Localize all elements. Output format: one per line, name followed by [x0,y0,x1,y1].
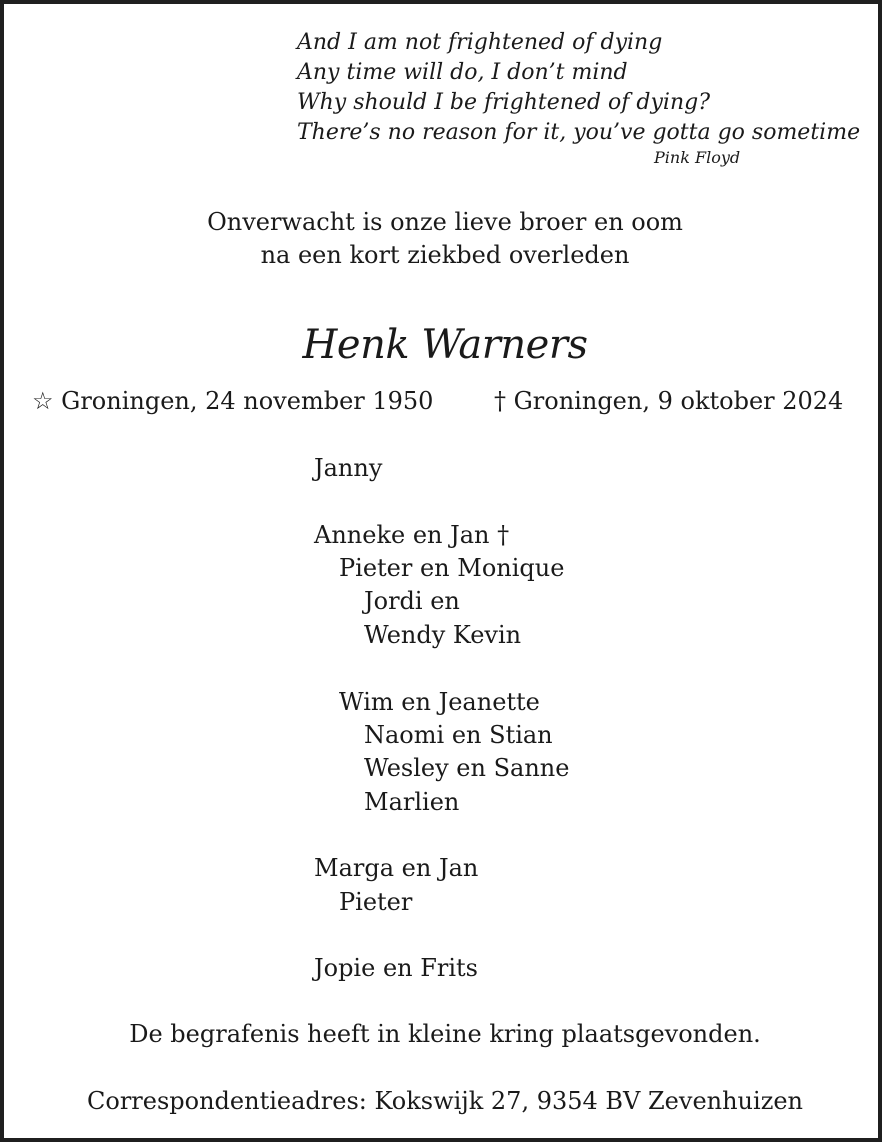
intro-line-1: Onverwacht is onze lieve broer en oom [207,208,683,236]
family-member: Marlien [364,788,460,816]
intro-line-2: na een kort ziekbed overleden [260,241,630,269]
death-date: † Groningen, 9 oktober 2024 [494,387,844,415]
family-member: Anneke en Jan † [314,521,510,549]
family-member: Pieter en Monique [339,554,565,582]
poem-attribution: Pink Floyd [654,148,741,167]
poem-line: Why should I be frightened of dying? [297,90,711,115]
poem-line: Any time will do, I don’t mind [297,60,628,85]
poem-line: There’s no reason for it, you’ve gotta go sometime [297,120,861,145]
family-member: Wesley en Sanne [364,754,570,782]
family-member: Jopie en Frits [314,954,478,982]
family-member: Janny [314,454,383,482]
poem-line: And I am not frightened of dying [297,30,663,55]
family-member: Marga en Jan [314,854,479,882]
family-member: Pieter [339,888,413,916]
birth-date: ☆ Groningen, 24 november 1950 [32,387,434,415]
funeral-note: De begrafenis heeft in kleine kring plaatsgevonden. [129,1020,761,1048]
family-member: Naomi en Stian [364,721,553,749]
correspondence-address: Correspondentieadres: Kokswijk 27, 9354 BV Zevenhuizen [87,1087,803,1115]
deceased-name: Henk Warners [302,322,588,368]
family-member: Jordi en [364,587,460,615]
family-member: Wim en Jeanette [339,688,540,716]
family-member: Wendy Kevin [364,621,522,649]
